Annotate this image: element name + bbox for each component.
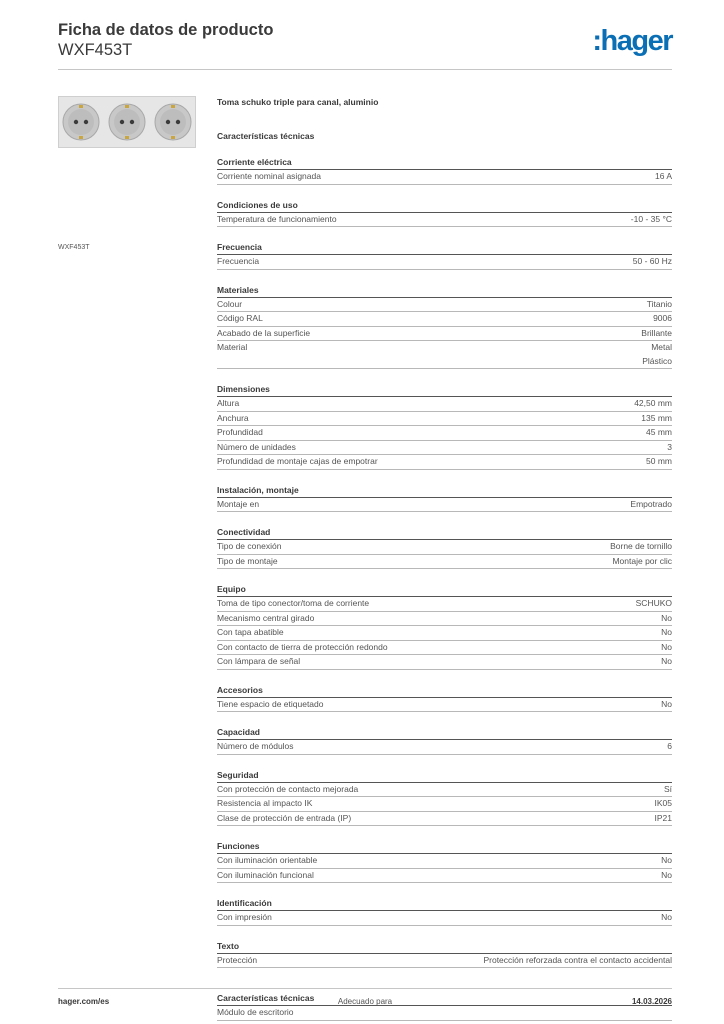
spec-value: No xyxy=(661,855,672,865)
spec-label: Tipo de conexión xyxy=(217,541,282,551)
section-title: Materiales xyxy=(217,284,672,298)
spec-label: Colour xyxy=(217,298,243,309)
spec-row xyxy=(217,213,672,228)
section-title: Características técnicas xyxy=(217,992,672,1006)
footer-center-text: Adecuado para xyxy=(337,997,393,1006)
spec-value: SCHUKO xyxy=(635,598,672,608)
spec-value: IK05 xyxy=(654,798,672,808)
spec-value: No xyxy=(661,641,672,652)
section-title: Frecuencia xyxy=(217,241,672,255)
spec-row xyxy=(217,555,672,570)
spec-row xyxy=(217,170,672,185)
spec-value: 6 xyxy=(667,741,672,751)
spec-row xyxy=(217,597,672,612)
spec-label: Clase de protección de entrada (IP) xyxy=(217,812,352,823)
socket-2 xyxy=(109,104,145,140)
footer-website: hager.com/es xyxy=(58,997,110,1006)
spec-section xyxy=(217,526,672,569)
footer-date: 14.03.2026 xyxy=(631,997,672,1006)
section-title: Instalación, montaje xyxy=(217,484,672,498)
spec-section xyxy=(217,583,672,670)
spec-section xyxy=(217,383,672,470)
spec-row xyxy=(217,341,672,369)
spec-label: Altura xyxy=(217,398,240,408)
section-title: Dimensiones xyxy=(217,383,672,397)
spec-label: Con contacto de tierra de protección redondo xyxy=(217,641,388,652)
spec-row xyxy=(217,498,672,513)
spec-content xyxy=(217,96,672,1021)
spec-row xyxy=(217,540,672,555)
spec-label: Tiene espacio de etiquetado xyxy=(217,698,324,709)
section-title: Texto xyxy=(217,940,672,954)
spec-row xyxy=(217,412,672,427)
spec-row xyxy=(217,455,672,470)
spec-label: Resistencia al impacto IK xyxy=(217,798,313,808)
spec-row xyxy=(217,612,672,627)
spec-label: Temperatura de funcionamiento xyxy=(217,213,337,224)
section-title: Funciones xyxy=(217,840,672,854)
spec-section xyxy=(217,897,672,926)
spec-row xyxy=(217,298,672,313)
spec-section xyxy=(217,769,672,827)
section-title: Condiciones de uso xyxy=(217,199,672,213)
spec-row xyxy=(217,783,672,798)
spec-section xyxy=(217,199,672,228)
document-footer xyxy=(58,997,672,1011)
spec-value: Montaje por clic xyxy=(612,555,672,566)
spec-label: Con tapa abatible xyxy=(217,627,284,637)
spec-value: 3 xyxy=(667,441,672,452)
spec-label: Módulo de escritorio xyxy=(217,1007,294,1017)
spec-value: 42,50 mm xyxy=(634,398,672,408)
spec-label: Toma de tipo conector/toma de corriente xyxy=(217,598,370,608)
section-title: Identificación xyxy=(217,897,672,911)
spec-row xyxy=(217,954,672,969)
spec-section xyxy=(217,241,672,270)
spec-value: -10 - 35 °C xyxy=(630,213,672,224)
spec-row xyxy=(217,812,672,827)
spec-row xyxy=(217,641,672,656)
product-code: WXF453T xyxy=(58,41,133,59)
spec-label: Frecuencia xyxy=(217,256,260,266)
spec-label: Con iluminación orientable xyxy=(217,855,318,865)
spec-label: Profundidad xyxy=(217,427,263,437)
spec-section xyxy=(217,484,672,513)
spec-value: 9006 xyxy=(653,313,672,323)
spec-section xyxy=(217,726,672,755)
specs-heading: Características técnicas xyxy=(217,131,315,141)
section-title: Corriente eléctrica xyxy=(217,156,672,170)
spec-label: Con protección de contacto mejorada xyxy=(217,783,359,794)
spec-label: Acabado de la superficie xyxy=(217,327,311,338)
socket-1 xyxy=(63,104,99,140)
spec-row xyxy=(217,426,672,441)
spec-value: No xyxy=(661,912,672,922)
spec-row xyxy=(217,626,672,641)
spec-section xyxy=(217,840,672,883)
spec-label: Número de módulos xyxy=(217,741,294,751)
spec-section xyxy=(217,684,672,713)
spec-value: 50 - 60 Hz xyxy=(632,256,672,266)
footer-divider xyxy=(58,988,672,989)
spec-label: Montaje en xyxy=(217,498,260,509)
product-description: Toma schuko triple para canal, aluminio xyxy=(217,97,379,107)
section-title: Seguridad xyxy=(217,769,672,783)
spec-row xyxy=(217,869,672,884)
spec-value: Protección reforzada contra el contacto accidental xyxy=(483,954,672,965)
spec-row xyxy=(217,911,672,926)
spec-label: Código RAL xyxy=(217,313,263,323)
spec-value: No xyxy=(661,627,672,637)
spec-label: Con lámpara de señal xyxy=(217,656,301,666)
spec-label: Anchura xyxy=(217,412,249,423)
spec-value: Metal Plástico xyxy=(642,342,672,366)
socket-3 xyxy=(155,104,191,140)
spec-value: 135 mm xyxy=(641,412,672,423)
spec-value: Sí xyxy=(663,783,672,794)
spec-row xyxy=(217,698,672,713)
spec-row xyxy=(217,797,672,812)
spec-value: 16 A xyxy=(654,171,672,181)
product-image xyxy=(58,96,196,148)
spec-row xyxy=(217,655,672,670)
spec-label: Protección xyxy=(217,954,258,965)
section-title: Equipo xyxy=(217,583,672,597)
spec-section xyxy=(217,940,672,969)
spec-value: 50 mm xyxy=(646,456,672,466)
spec-label: Mecanismo central girado xyxy=(217,612,315,623)
spec-value: IP21 xyxy=(654,812,672,823)
spec-section xyxy=(217,156,672,185)
section-title: Conectividad xyxy=(217,526,672,540)
spec-value: 45 mm xyxy=(646,427,672,437)
spec-value: No xyxy=(661,612,672,623)
spec-row xyxy=(217,255,672,270)
spec-sections xyxy=(217,156,672,1021)
spec-value: Empotrado xyxy=(630,498,672,509)
document-header xyxy=(58,20,672,70)
spec-label: Con iluminación funcional xyxy=(217,869,314,880)
spec-label: Corriente nominal asignada xyxy=(217,171,321,181)
spec-row xyxy=(217,441,672,456)
spec-value: No xyxy=(661,869,672,880)
spec-value: Borne de tornillo xyxy=(610,541,672,551)
spec-label: Con impresión xyxy=(217,912,272,922)
section-title: Capacidad xyxy=(217,726,672,740)
spec-row xyxy=(217,397,672,412)
spec-row xyxy=(217,312,672,327)
spec-section xyxy=(217,284,672,370)
header-divider xyxy=(58,69,672,70)
spec-value: No xyxy=(661,656,672,666)
spec-label: Material xyxy=(217,342,248,352)
spec-label: Número de unidades xyxy=(217,441,296,452)
spec-value: Brillante xyxy=(641,327,672,338)
image-caption: WXF453T xyxy=(58,244,90,251)
spec-value: No xyxy=(661,698,672,709)
spec-value: Titanio xyxy=(646,298,672,309)
spec-row xyxy=(217,327,672,342)
spec-row xyxy=(217,740,672,755)
spec-label: Profundidad de montaje cajas de empotrar xyxy=(217,456,378,466)
document-title: Ficha de datos de producto xyxy=(58,21,274,39)
hager-logo: :hager xyxy=(592,25,672,57)
spec-label: Tipo de montaje xyxy=(217,555,278,566)
section-title: Accesorios xyxy=(217,684,672,698)
spec-row xyxy=(217,854,672,869)
